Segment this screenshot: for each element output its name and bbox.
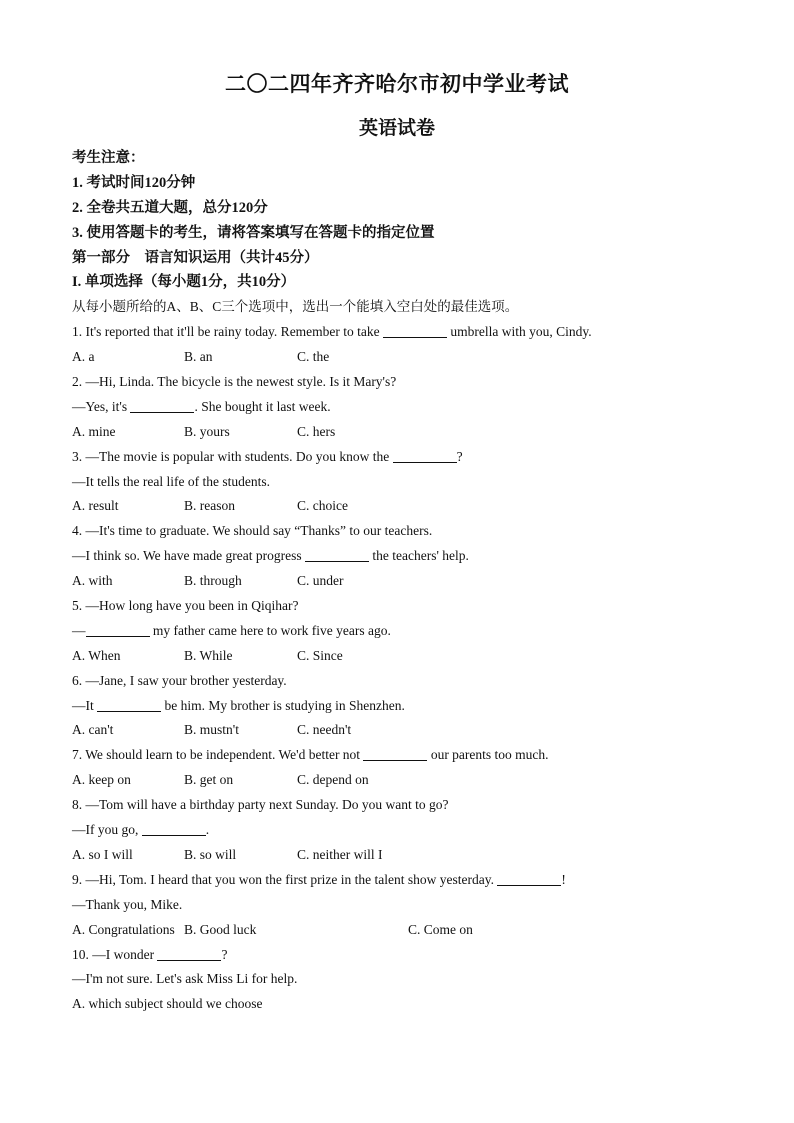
question-2-reply: [72, 395, 732, 420]
option-c: C. needn't: [297, 722, 352, 738]
option-b: B. yours: [184, 423, 230, 439]
option-a: A. When: [72, 647, 121, 663]
option-b: B. While: [184, 647, 233, 663]
question-10-reply: —I'm not sure. Let's ask Miss Li for help.: [72, 971, 298, 987]
exam-title: 二〇二四年齐齐哈尔市初中学业考试: [225, 72, 569, 96]
q9-post: !: [561, 871, 566, 887]
question-5-reply: [72, 619, 732, 644]
question-2-stem: 2. —Hi, Linda. The bicycle is the newest style. Is it Mary's?: [72, 374, 397, 390]
question-3-options: [72, 494, 732, 519]
option-c: C. depend on: [297, 772, 369, 788]
question-1-stem: [72, 320, 732, 345]
notice-item-3: 3. 使用答题卡的考生，请将答案填写在答题卡的指定位置: [72, 224, 435, 241]
q4-pre: —I think so. We have made great progress: [72, 548, 305, 564]
question-6-stem: 6. —Jane, I saw your brother yesterday.: [72, 672, 287, 688]
option-b: B. Good luck: [184, 921, 257, 937]
question-5-stem: 5. —How long have you been in Qiqihar?: [72, 598, 299, 614]
q5-post: my father came here to work five years ago.: [149, 622, 391, 638]
notice-item-2: 2. 全卷共五道大题，总分120分: [72, 199, 268, 216]
option-b: B. through: [184, 573, 242, 589]
question-2-options: [72, 420, 732, 445]
question-7-stem: [72, 743, 732, 768]
q1-pre: 1. It's reported that it'll be rainy today. Remember to take: [72, 324, 384, 340]
q5-pre: —: [72, 622, 86, 638]
q1-post: umbrella with you, Cindy.: [447, 324, 592, 340]
option-c: C. under: [297, 573, 344, 589]
answer-blank: [305, 547, 369, 562]
q10-pre: 10. —I wonder: [72, 946, 158, 962]
q6-pre: —It: [72, 697, 98, 713]
answer-blank: [393, 448, 457, 463]
question-1-options: [72, 345, 732, 370]
notice-item-1: 1. 考试时间120分钟: [72, 174, 196, 191]
question-4-stem: 4. —It's time to graduate. We should say “Thanks” to our teachers.: [72, 523, 433, 539]
q7-post: our parents too much.: [427, 747, 549, 763]
q2-pre: —Yes, it's: [72, 398, 131, 414]
answer-blank: [97, 697, 161, 712]
question-5-options: [72, 644, 732, 669]
q7-pre: 7. We should learn to be independent. We'd better not: [72, 747, 364, 763]
question-7-options: [72, 768, 732, 793]
q4-post: the teachers' help.: [368, 548, 469, 564]
answer-blank: [157, 946, 221, 961]
q10-post: ?: [221, 946, 228, 962]
answer-blank: [363, 746, 427, 761]
answer-blank: [142, 821, 206, 836]
q9-pre: 9. —Hi, Tom. I heard that you won the first prize in the talent show yesterday.: [72, 871, 498, 887]
question-6-reply: [72, 694, 732, 719]
option-b: B. so will: [184, 846, 237, 862]
question-8-reply: [72, 818, 732, 843]
q3-pre: 3. —The movie is popular with students. Do you know the: [72, 448, 393, 464]
question-4-reply: [72, 544, 732, 569]
answer-blank: [86, 622, 150, 637]
option-c: C. choice: [297, 498, 348, 514]
question-3-stem: [72, 445, 732, 470]
option-a: A. mine: [72, 423, 116, 439]
question-10-stem: [72, 943, 732, 968]
q8-post: .: [205, 822, 210, 838]
option-b: B. get on: [184, 772, 234, 788]
question-10-options: [72, 992, 732, 1017]
option-c: C. Since: [297, 647, 343, 663]
option-c: C. hers: [297, 423, 336, 439]
question-9-stem: [72, 868, 732, 893]
q6-post: be him. My brother is studying in Shenzhen.: [161, 697, 405, 713]
option-b: B. mustn't: [184, 722, 239, 738]
answer-blank: [130, 398, 194, 413]
section-heading: I. 单项选择（每小题1分，共10分）: [72, 274, 296, 291]
exam-body: [72, 146, 732, 1017]
question-9-options: [72, 918, 732, 943]
exam-subtitle: 英语试卷: [358, 118, 435, 139]
option-a: A. with: [72, 573, 113, 589]
part1-heading: 第一部分 语言知识运用（共计45分）: [72, 249, 319, 266]
notice-heading: 考生注意：: [72, 150, 145, 166]
question-9-reply: —Thank you, Mike.: [72, 896, 183, 912]
question-8-options: [72, 843, 732, 868]
section-instruction: 从每小题所给的A、B、C三个选项中，选出一个能填入空白处的最佳选项。: [72, 299, 519, 315]
option-a: A. Congratulations: [72, 921, 175, 937]
q8-pre: —If you go,: [72, 822, 142, 838]
option-c: C. the: [297, 349, 330, 365]
option-a: A. result: [72, 498, 119, 514]
question-4-options: [72, 569, 732, 594]
option-c: C. Come on: [408, 921, 473, 937]
answer-blank: [497, 871, 561, 886]
option-b: B. reason: [184, 498, 235, 514]
option-c: C. neither will I: [297, 846, 383, 862]
option-a: A. a: [72, 349, 95, 365]
option-a: A. keep on: [72, 772, 131, 788]
q3-post: ?: [456, 448, 463, 464]
question-3-reply: —It tells the real life of the students.: [72, 473, 270, 489]
question-6-options: [72, 718, 732, 743]
option-a: A. which subject should we choose: [72, 996, 263, 1012]
option-b: B. an: [184, 349, 213, 365]
q2-post: . She bought it last week.: [194, 398, 331, 414]
question-8-stem: 8. —Tom will have a birthday party next Sunday. Do you want to go?: [72, 797, 449, 813]
option-a: A. can't: [72, 722, 114, 738]
option-a: A. so I will: [72, 846, 133, 862]
answer-blank: [383, 323, 447, 338]
